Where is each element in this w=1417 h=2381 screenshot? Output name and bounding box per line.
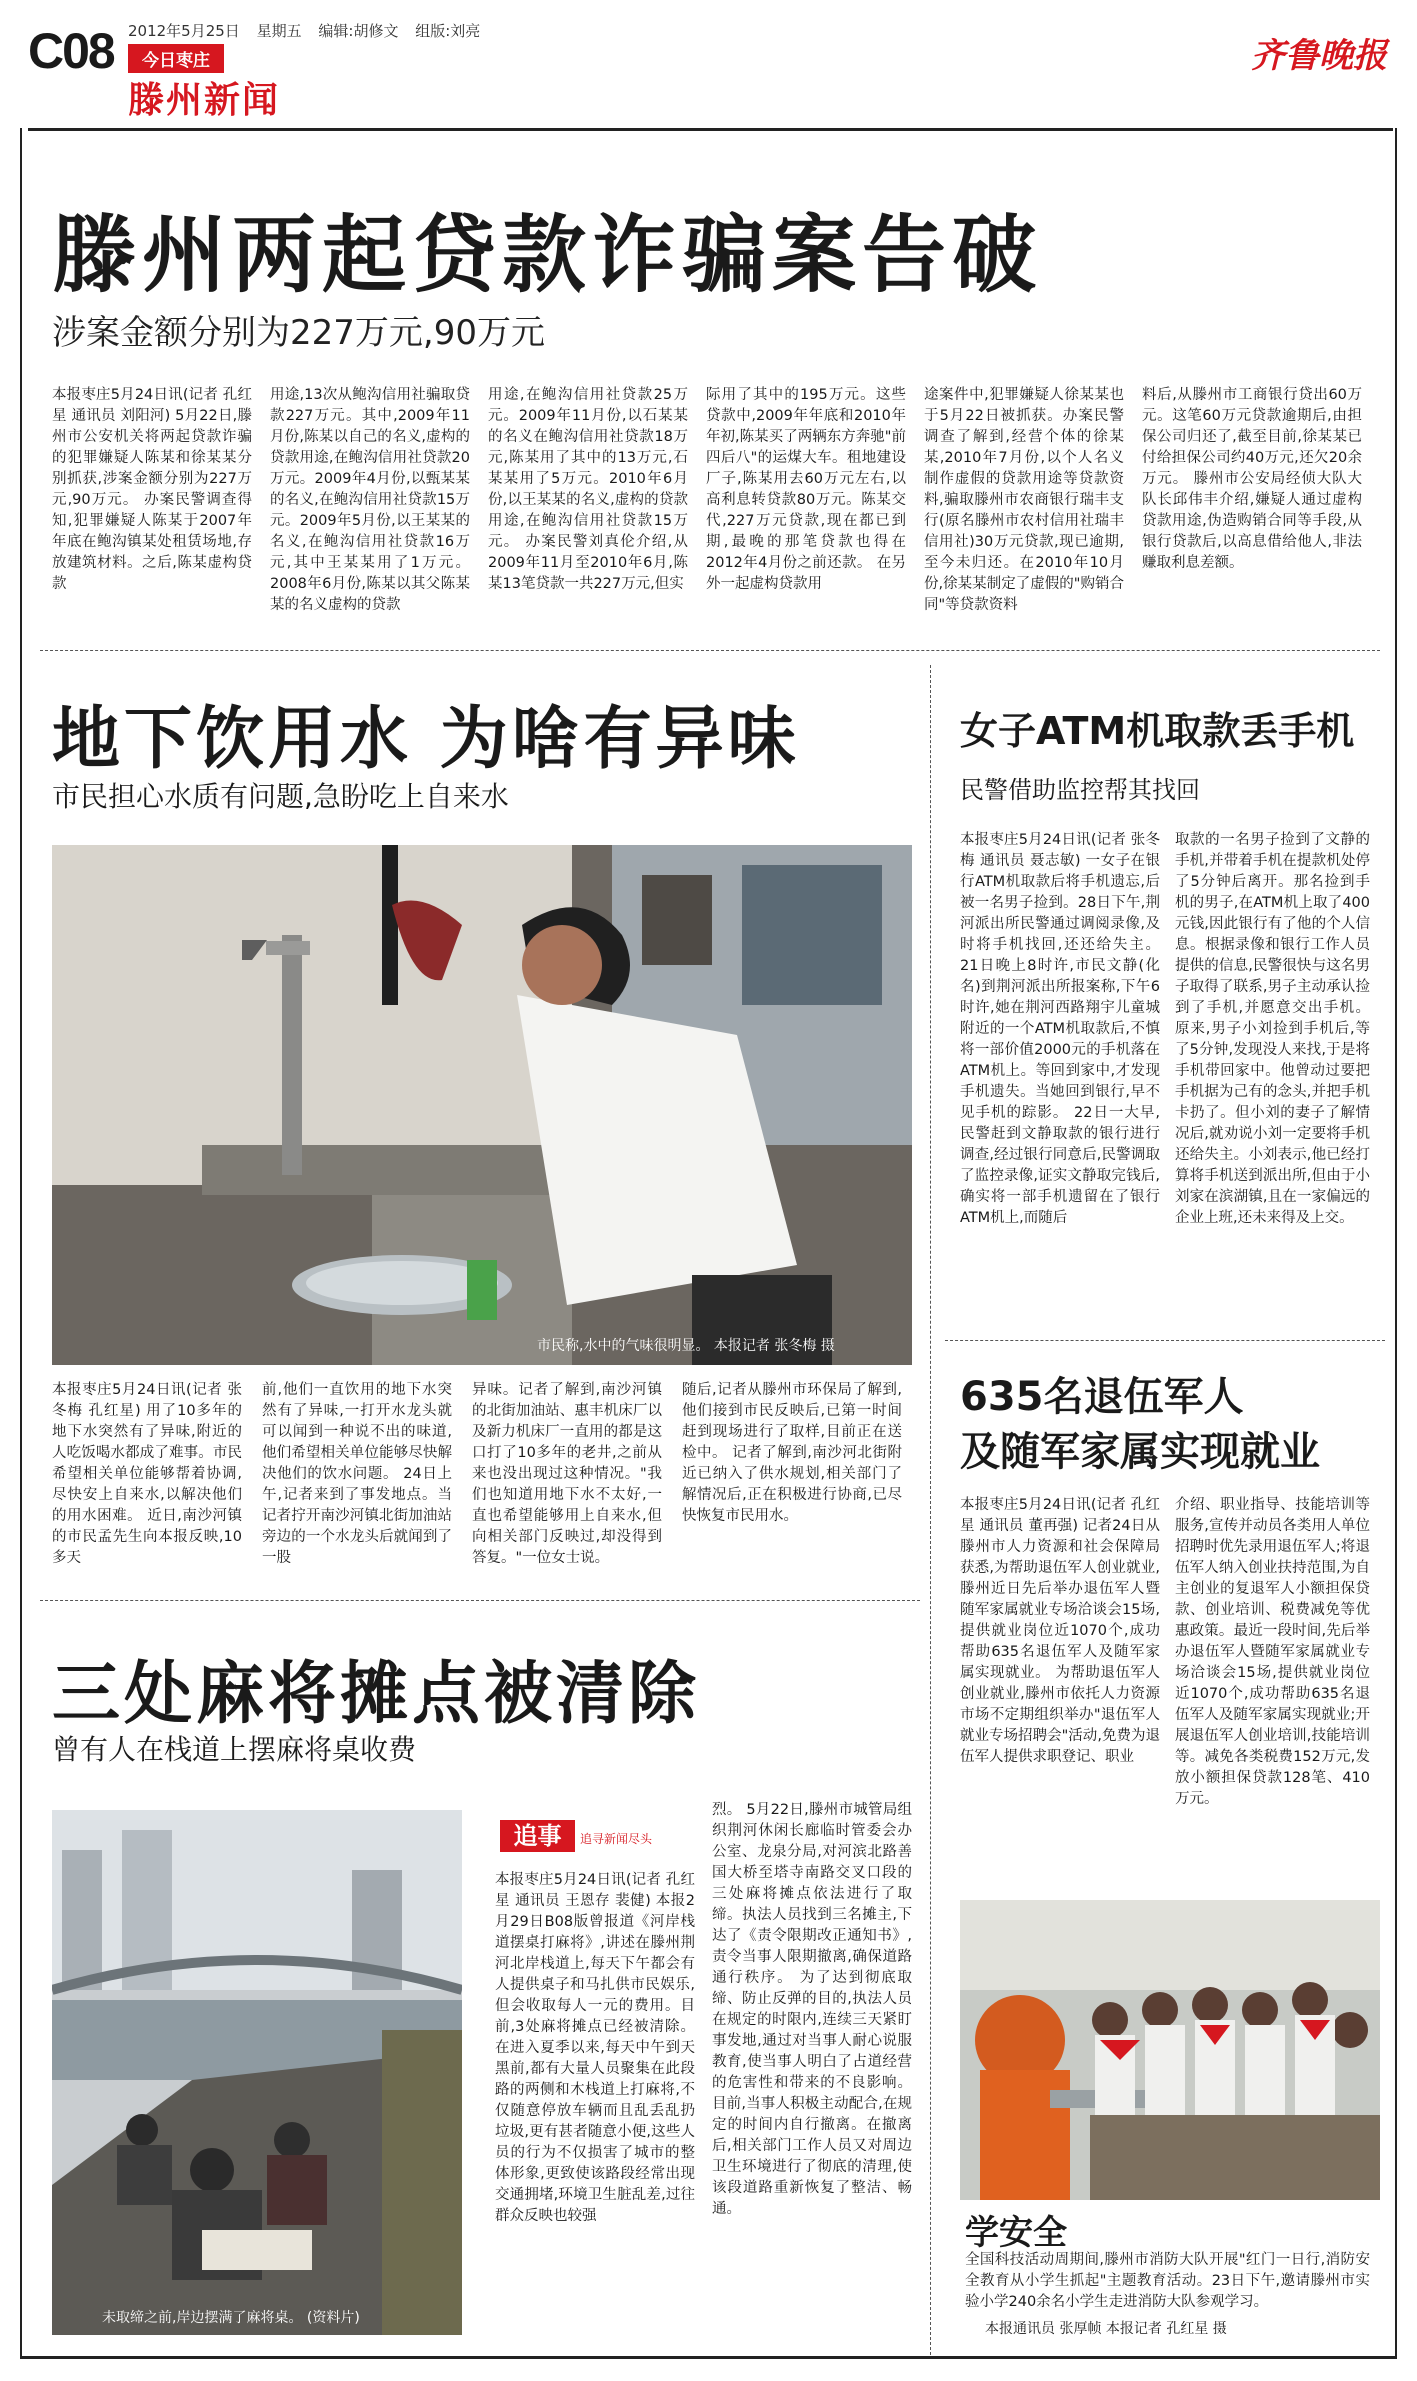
story2-subhead: 市民担心水质有问题,急盼吃上自来水	[52, 780, 509, 813]
date: 2012年5月25日	[128, 22, 240, 40]
story1-col-2: 用途,13次从鲍沟信用社骗取贷款227万元。其中,2009年11月份,陈某以自己的名义,虚构的贷款用途,在鲍沟信用社贷款20万元。2009年4月份,以甄某某的名义,在鲍沟信用社贷款15万元。2009年5月份,以王某某的名义,在鲍沟信用社贷款16万元,其中王某某用了1万元。2008年6月份,陈某以其父陈某某的名义虚构的贷款	[270, 387, 470, 613]
story3-col-1: 本报枣庄5月24日讯(记者 张冬梅 通讯员 聂志敏) 一女子在银行ATM机取款后将手机遗忘,后被一名男子捡到。28日下午,荆河派出所民警通过调阅录像,及时将手机找回,还还给失主。 21日晚上8时许,市民文静(化名)到荆河派出所报案称,下午6时许,她在荆河西路翔宇儿童城附近的一个ATM机取款后,不慎将一部价值2000元的手机落在ATM机上。等回到家中,才发现手机遗失。当她回到银行,早不见手机的踪影。 22日一大早,民警赶到文静取款的银行进行调查,经过银行同意后,民警调取了监控录像,证实文静取完钱后,确实将一部手机遗留在了银行ATM机上,而随后	[960, 832, 1160, 1226]
story1-col-6: 料后,从滕州市工商银行贷出60万元。这笔60万元贷款逾期后,由担保公司归还了,截至目前,徐某某已付给担保公司约40万元,还欠20余万元。 滕州市公安局经侦大队大队长邱伟丰介绍,嫌疑人通过虚构贷款用途,伪造购销合同等手段,从银行贷款后,以高息借给他人,非法赚取利息差额。	[1142, 387, 1362, 571]
story6-body: 全国科技活动周期间,滕州市消防大队开展"红门一日行,消防安全教育从小学生抓起"主题教育活动。23日下午,邀请滕州市实验小学240余名小学生走进消防大队参观学习。	[965, 2252, 1370, 2310]
story2-photo-art	[52, 845, 912, 1365]
left-rule	[20, 128, 22, 2358]
section-tag: 今日枣庄	[128, 44, 224, 73]
story3-headline: 女子ATM机取款丢手机	[960, 709, 1355, 753]
story5-photo-caption: 未取缔之前,岸边摆满了麻将桌。 (资料片)	[102, 2310, 360, 2326]
follow-up-tag: 追事	[500, 1820, 575, 1852]
story5-headline: 三处麻将摊点被清除	[52, 1655, 701, 1734]
story2-photo-caption: 市民称,水中的气味很明显。 本报记者 张冬梅 摄	[537, 1338, 835, 1354]
story5-photo	[52, 1810, 462, 2335]
page-number: C08	[28, 23, 114, 79]
story2-col-4: 随后,记者从滕州市环保局了解到,他们接到市民反映后,已第一时间赶到现场进行了取样,目前正在送检中。 记者了解到,南沙河北街附近已纳入了供水规划,相关部门了解情况后,正在积极进行协商,已尽快恢复市民用水。	[682, 1382, 902, 1524]
story3-col-2: 取款的一名男子捡到了文静的手机,并带着手机在提款机处停了5分钟后离开。那名捡到手机的男子,在ATM机上取了400元钱,因此银行有了他的个人信息。根据录像和银行工作人员提供的信息,民警很快与这名男子取得了联系,男子主动承认捡到了手机,并愿意交出手机。 原来,男子小刘捡到手机后,等了5分钟,发现没人来找,于是将手机带回家中。他曾动过要把手机据为己有的念头,并把手机卡扔了。但小刘的妻子了解情况后,就劝说小刘一定要将手机还给失主。小刘表示,他已经打算将手机送到派出所,但由于小刘家在滨湖镇,且在一家偏远的企业上班,还未来得及上交。	[1175, 832, 1370, 1226]
story5-photo-art	[52, 1810, 462, 2335]
story1-col-1: 本报枣庄5月24日讯(记者 孔红星 通讯员 刘阳河) 5月22日,滕州市公安机关将两起贷款诈骗的犯罪嫌疑人陈某和徐某某分别抓获,涉案金额分别为227万元,90万元。 办案民警调查得知,犯罪嫌疑人陈某于2007年年底在鲍沟镇某处租赁场地,存放建筑材料。之后,陈某虚构贷款	[52, 387, 252, 592]
story2-col-1: 本报枣庄5月24日讯(记者 张冬梅 孔红星) 用了10多年的地下水突然有了异味,附近的人吃饭喝水都成了难事。市民希望相关单位能够帮着协调,尽快安上自来水,以解决他们的用水困难。 近日,南沙河镇的市民孟先生向本报反映,10多天	[52, 1382, 242, 1566]
story1-divider	[40, 650, 1380, 651]
editor: 编辑:胡修文	[318, 22, 399, 40]
bottom-rule	[20, 2356, 1397, 2359]
follow-up-subtag: 追寻新闻尽头	[580, 1832, 653, 1846]
story6-photo-art	[960, 1900, 1380, 2200]
page-meta	[128, 20, 492, 41]
story1-col-4: 际用了其中的195万元。这些贷款中,2009年年底和2010年年初,陈某买了两辆东方奔驰"前四后八"的运煤大车。租地建设厂子,陈某用去60万元左右,以高利息转贷款80万元。陈某交代,227万元贷款,现在都已到期,最晚的那笔贷款也得在2012年4月份之前还款。 在另外一起虚构贷款用	[706, 387, 906, 592]
right-column-divider	[930, 665, 931, 2355]
story6-headline: 学安全	[965, 2213, 1067, 2253]
layout-editor: 组版:刘亮	[415, 22, 481, 40]
story4-col-1: 本报枣庄5月24日讯(记者 孔红星 通讯员 董再强) 记者24日从滕州市人力资源和社会保障局获悉,为帮助退伍军人创业就业,滕州近日先后举办退伍军人暨随军家属就业专场洽谈会15场,提供就业岗位近1070个,成功帮助635名退伍军人及随军家属实现就业。 为帮助退伍军人创业就业,滕州市依托人力资源市场不定期组织举办"退伍军人就业专场招聘会"活动,免费为退伍军人提供求职登记、职业	[960, 1497, 1160, 1765]
story4-headline-line2: 及随军家属实现就业	[960, 1429, 1320, 1475]
story5-col-1: 本报枣庄5月24日讯(记者 孔红星 通讯员 王恩存 裴健) 本报2月29日B08版曾报道《河岸栈道摆桌打麻将》,讲述在滕州荆河北岸栈道上,每天下午都会有人提供桌子和马扎供市民娱乐,但会收取每人一元的费用。目前,3处麻将摊点已经被清除。 在进入夏季以来,每天中午到天黑前,都有大量人员聚集在此段路的两侧和木栈道上打麻将,不仅随意停放车辆而且乱丢乱扔垃圾,更有甚者随意小便,这些人员的行为不仅损害了城市的整体形象,更致使该路段经常出现交通拥堵,环境卫生脏乱差,过往群众反映也较强	[495, 1872, 695, 2224]
story1-headline: 滕州两起贷款诈骗案告破	[52, 206, 1043, 304]
story2-divider	[40, 1600, 920, 1601]
story1-subhead: 涉案金额分别为227万元,90万元	[52, 313, 545, 353]
story6-photo	[960, 1900, 1380, 2200]
top-rule	[28, 128, 1393, 131]
story6-credit: 本报通讯员 张厚帧 本报记者 孔红星 摄	[985, 2321, 1227, 2337]
story2-headline: 地下饮用水 为啥有异味	[52, 700, 800, 779]
story2-col-3: 异味。记者了解到,南沙河镇的北街加油站、惠丰机床厂以及新力机床厂一直用的都是这口打了10多年的老井,之前从来也没出现过这种情况。"我们也知道用地下水不太好,一直也希望能够用上自来水,但向相关部门反映过,却没得到答复。"一位女士说。	[472, 1382, 662, 1566]
story1-col-5: 途案件中,犯罪嫌疑人徐某某也于5月22日被抓获。办案民警调查了解到,经营个体的徐某某,2010年7月份,以个人名义制作虚假的贷款用途等贷款资料,骗取滕州市农商银行瑞丰支行(原名滕州市农村信用社瑞丰信用社)30万元贷款,现已逾期,至今未归还。在2010年10月份,徐某某制定了虚假的"购销合同"等贷款资料	[924, 387, 1124, 613]
masthead-logo: 齐鲁晚报	[1251, 36, 1387, 76]
story3-divider	[945, 1340, 1385, 1341]
story3-subhead: 民警借助监控帮其找回	[960, 776, 1200, 804]
story4-headline-line1: 635名退伍军人	[960, 1374, 1244, 1420]
story1-col-3: 用途,在鲍沟信用社贷款25万元。2009年11月份,以石某某的名义在鲍沟信用社贷款18万元,陈某用了其中的13万元,石某某用了5万元。2010年6月份,以王某某的名义,虚构的贷款用途,在鲍沟信用社贷款15万元。 办案民警刘真伦介绍,从2009年11月至2010年6月,陈某13笔贷款一共227万元,但实	[488, 387, 688, 592]
story2-photo	[52, 845, 912, 1365]
section-name: 滕州新闻	[128, 80, 281, 121]
right-rule	[1395, 128, 1397, 2358]
story5-col-2: 烈。 5月22日,滕州市城管局组织荆河休闲长廊临时管委会办公室、龙泉分局,对河滨北路善国大桥至塔寺南路交叉口段的三处麻将摊点依法进行了取缔。执法人员找到三名摊主,下达了《责令限期改正通知书》,责令当事人限期撤离,确保道路通行秩序。 为了达到彻底取缔、防止反弹的目的,执法人员在规定的时限内,连续三天紧盯事发地,通过对当事人耐心说服教育,使当事人明白了占道经营的危害性和带来的不良影响。目前,当事人积极主动配合,在规定的时间内自行撤离。在撤离后,相关部门工作人员又对周边卫生环境进行了彻底的清理,使该段道路重新恢复了整洁、畅通。	[712, 1802, 912, 2217]
story5-subhead: 曾有人在栈道上摆麻将桌收费	[52, 1733, 417, 1766]
story4-col-2: 介绍、职业指导、技能培训等服务,宣传并动员各类用人单位招聘时优先录用退伍军人;将退伍军人纳入创业扶持范围,为自主创业的复退军人小额担保贷款、创业培训、税费减免等优惠政策。最近一段时间,先后举办退伍军人暨随军家属就业专场洽谈会15场,提供就业岗位近1070个,成功帮助635名退伍军人及随军家属实现就业;开展退伍军人创业培训,技能培训等。减免各类税费152万元,发放小额担保贷款128笔、410万元。	[1175, 1497, 1370, 1807]
weekday: 星期五	[256, 22, 302, 40]
story2-col-2: 前,他们一直饮用的地下水突然有了异味,一打开水龙头就可以闻到一种说不出的味道,他们希望相关单位能够尽快解决他们的饮水问题。 24日上午,记者来到了事发地点。当记者拧开南沙河镇北街加油站旁边的一个水龙头后就闻到了一股	[262, 1382, 452, 1566]
